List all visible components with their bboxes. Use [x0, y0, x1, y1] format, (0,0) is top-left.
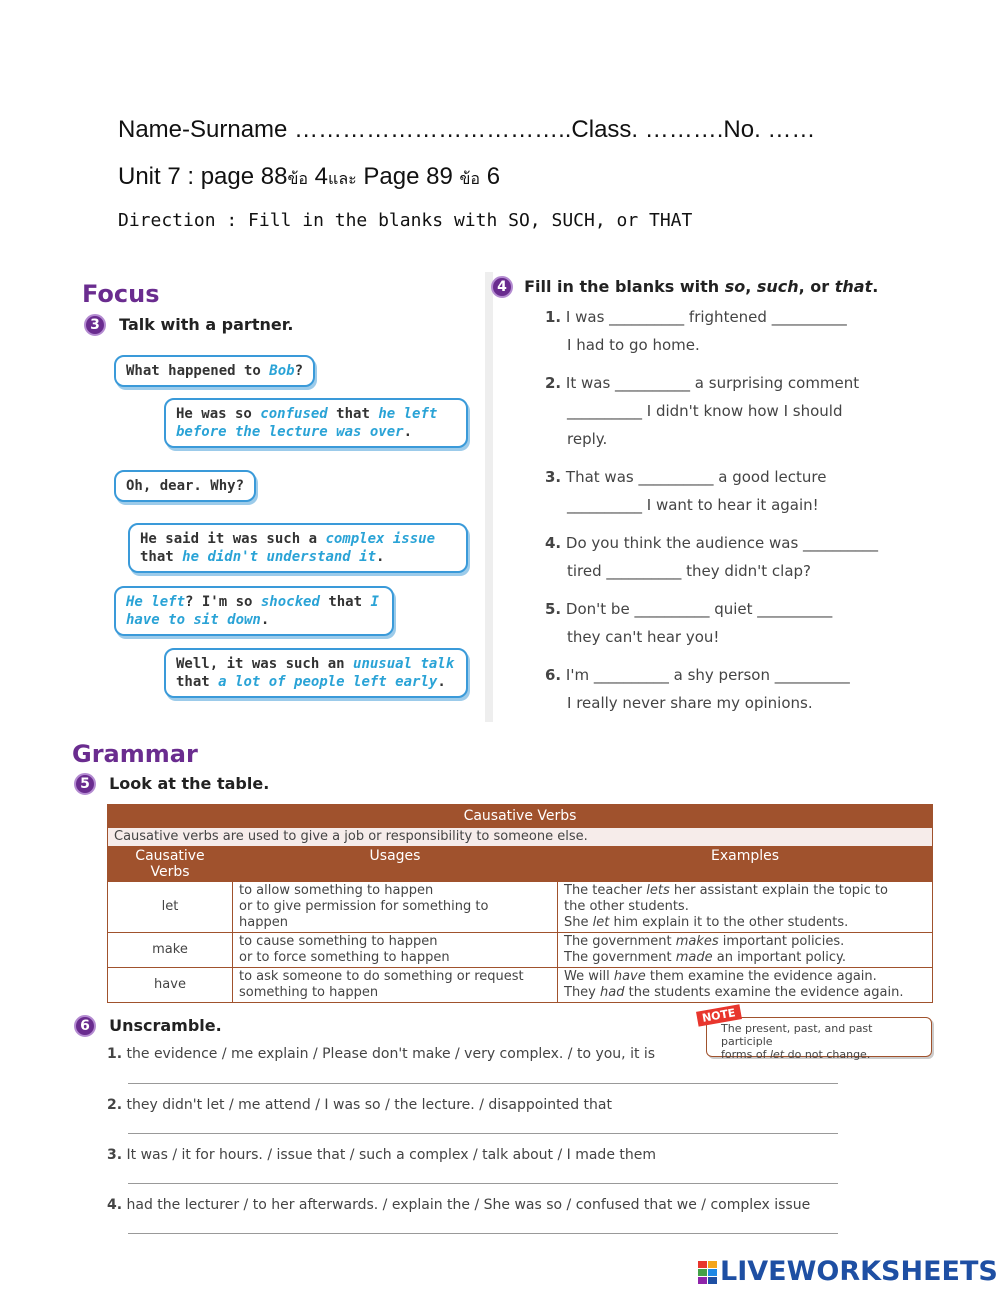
- example-text: him explain it to the other students.: [609, 915, 849, 930]
- heading-text: ,: [745, 277, 757, 296]
- example-text: her assistant explain the topic to: [669, 883, 888, 898]
- answer-line[interactable]: [128, 1133, 838, 1134]
- liveworksheets-logo: [698, 1256, 998, 1287]
- unit-mid: 4: [308, 163, 329, 190]
- speech-bubble: [164, 398, 468, 448]
- speech-bubble: [164, 648, 468, 698]
- answer-line[interactable]: [128, 1233, 838, 1234]
- usage-line: something to happen: [239, 985, 379, 1000]
- usage-line: happen: [239, 915, 288, 930]
- bubble-text: Well, it was such an: [176, 656, 354, 672]
- example-line: [564, 915, 926, 931]
- question-number: 2.: [545, 374, 562, 392]
- speech-bubble: [114, 355, 315, 387]
- item-number: 1.: [107, 1046, 123, 1062]
- bubble-highlight: Bob: [269, 363, 295, 379]
- example-verb: have: [613, 969, 646, 984]
- table-row: [108, 882, 933, 933]
- example-line: [564, 899, 926, 915]
- item-number: 2.: [107, 1097, 123, 1113]
- liveworksheets-icon: [698, 1261, 718, 1285]
- table-header: Causative Verbs: [108, 847, 233, 882]
- table-description: Causative verbs are used to give a job or responsibility to someone else.: [108, 828, 933, 847]
- note-text: The present, past, and past participle: [721, 1022, 873, 1048]
- heading-text: .: [872, 277, 879, 296]
- exercise-6-number: 6: [74, 1015, 96, 1037]
- table-caption: Causative Verbs: [108, 805, 933, 828]
- example-text: them examine the evidence again.: [645, 969, 877, 984]
- table-row: [108, 968, 933, 1003]
- question-2: [545, 369, 965, 453]
- example-verb: lets: [646, 883, 670, 898]
- bubble-highlight: unusual talk: [353, 656, 455, 672]
- bubble-text: ? I'm so: [185, 594, 261, 610]
- answer-line[interactable]: [128, 1083, 838, 1084]
- bubble-highlight: I have to sit down: [126, 594, 379, 628]
- bubble-text: Oh, dear. Why?: [126, 478, 245, 494]
- question-line[interactable]: __________ I want to hear it again!: [567, 496, 819, 514]
- item-number: 3.: [107, 1147, 123, 1163]
- bubble-text: that: [140, 549, 183, 565]
- heading-word-that: that: [834, 277, 873, 296]
- question-number: 5.: [545, 600, 562, 618]
- question-line: reply.: [567, 430, 608, 448]
- example-text: the students examine the evidence again.: [624, 985, 904, 1000]
- heading-text: , or: [798, 277, 835, 296]
- question-1: [545, 303, 965, 359]
- question-line: I had to go home.: [567, 336, 700, 354]
- question-number: 1.: [545, 308, 562, 326]
- bubble-text: .: [403, 424, 413, 440]
- causative-verbs-table: [107, 804, 933, 1003]
- example-text: the other students.: [564, 899, 689, 914]
- bubble-text: that: [176, 674, 219, 690]
- question-line[interactable]: That was __________ a good lecture: [565, 468, 827, 486]
- usage-cell: [233, 968, 558, 1003]
- bubble-highlight: confused: [260, 406, 328, 422]
- heading-text: Fill in the blanks with: [524, 277, 725, 296]
- example-text: The government: [564, 934, 676, 949]
- exercise-5-number: 5: [74, 773, 96, 795]
- example-cell: [558, 882, 933, 933]
- table-row: [108, 933, 933, 968]
- bubble-highlight: he didn't understand it: [182, 549, 377, 565]
- example-cell: [558, 933, 933, 968]
- unscramble-item-1: [107, 1046, 847, 1062]
- answer-line[interactable]: [128, 1183, 838, 1184]
- bubble-highlight: a lot of people left early: [218, 674, 438, 690]
- question-line[interactable]: Don't be __________ quiet __________: [565, 600, 833, 618]
- question-number: 6.: [545, 666, 562, 684]
- verb-cell: make: [108, 933, 233, 968]
- question-line[interactable]: I'm __________ a shy person __________: [565, 666, 850, 684]
- exercise-5-header: [74, 773, 269, 795]
- exercise-4-header: [491, 276, 878, 298]
- item-text: It was / it for hours. / issue that / such a complex / talk about / I made them: [126, 1147, 656, 1163]
- note-tag: NOTE: [696, 1004, 742, 1026]
- unscramble-item-4: [107, 1197, 847, 1213]
- unscramble-item-2: [107, 1097, 847, 1113]
- direction-text: Direction : Fill in the blanks with SO, SUCH, or THAT: [118, 210, 693, 231]
- exercise-6-heading: Unscramble.: [109, 1016, 222, 1035]
- heading-word-so: so: [724, 277, 746, 296]
- question-6: [545, 661, 965, 717]
- bubble-highlight: he left before the lecture was over: [176, 406, 438, 440]
- example-line: [564, 950, 926, 966]
- question-line[interactable]: I was __________ frightened __________: [565, 308, 847, 326]
- bubble-text: He said it was such a: [140, 531, 326, 547]
- note-text: do not change.: [784, 1048, 871, 1061]
- unit-line: [118, 163, 500, 192]
- example-text: She: [564, 915, 593, 930]
- grammar-title: Grammar: [72, 740, 198, 768]
- usage-line: or to force something to happen: [239, 950, 450, 965]
- unit-prefix: Unit 7 : page 88: [118, 163, 288, 190]
- example-text: We will: [564, 969, 614, 984]
- item-number: 4.: [107, 1197, 123, 1213]
- usage-line: to cause something to happen: [239, 934, 438, 949]
- unscramble-item-3: [107, 1147, 847, 1163]
- bubble-highlight: He left: [126, 594, 186, 610]
- logo-text: LIVEWORKSHEETS: [720, 1256, 998, 1287]
- bubble-text: that: [319, 594, 371, 610]
- verb-cell: have: [108, 968, 233, 1003]
- unit-th-3: ข้อ: [459, 171, 481, 188]
- question-3: [545, 463, 965, 519]
- speech-bubble: [128, 523, 468, 573]
- question-line[interactable]: It was __________ a surprising comment: [565, 374, 860, 392]
- bubble-text: that: [327, 406, 379, 422]
- bubble-text: .: [376, 549, 385, 565]
- usage-line: to allow something to happen: [239, 883, 434, 898]
- note-text: forms of: [721, 1048, 770, 1061]
- example-verb: makes: [675, 934, 719, 949]
- example-cell: [558, 968, 933, 1003]
- usage-cell: [233, 882, 558, 933]
- heading-word-such: such: [756, 277, 799, 296]
- example-verb: made: [675, 950, 713, 965]
- note-word-let: let: [769, 1048, 785, 1061]
- example-line: [564, 883, 926, 899]
- table-header: Usages: [233, 847, 558, 882]
- question-line: they can't hear you!: [567, 628, 720, 646]
- bubble-text: .: [437, 674, 446, 690]
- item-text: they didn't let / me attend / I was so / the lecture. / disappointed that: [126, 1097, 612, 1113]
- example-text: an important policy.: [712, 950, 846, 965]
- bubble-highlight: shocked: [260, 594, 320, 610]
- example-text: The government: [564, 950, 676, 965]
- unit-page: Page 89: [356, 163, 460, 190]
- question-number: 3.: [545, 468, 562, 486]
- usage-line: or to give permission for something to: [239, 899, 489, 914]
- item-text: had the lecturer / to her afterwards. / explain the / She was so / confused that we / complex issue: [126, 1197, 811, 1213]
- speech-bubble: [114, 470, 256, 502]
- question-line[interactable]: Do you think the audience was __________: [565, 534, 879, 552]
- question-line[interactable]: __________ I didn't know how I should: [567, 402, 843, 420]
- bubble-text: .: [260, 612, 270, 628]
- example-text: The teacher: [564, 883, 647, 898]
- bubble-text: ?: [294, 363, 304, 379]
- usage-line: to ask someone to do something or request: [239, 969, 524, 984]
- exercise-4-number: 4: [491, 276, 513, 298]
- name-surname-line: Name-Surname ……………………………..Class. ……….No. ……: [118, 116, 816, 143]
- example-verb: let: [592, 915, 610, 930]
- focus-title: Focus: [82, 280, 160, 308]
- example-text: important policies.: [718, 934, 845, 949]
- table-header: Examples: [558, 847, 933, 882]
- question-line: I really never share my opinions.: [567, 694, 813, 712]
- example-line: [564, 969, 926, 985]
- exercise-6-header: [74, 1015, 222, 1037]
- unit-th-2: และ: [328, 171, 357, 188]
- bubble-text: He was so: [176, 406, 261, 422]
- example-verb: had: [600, 985, 625, 1000]
- unit-end: 6: [480, 163, 501, 190]
- example-line: [564, 934, 926, 950]
- exercise-4-heading: [524, 277, 878, 296]
- verb-cell: let: [108, 882, 233, 933]
- question-number: 4.: [545, 534, 562, 552]
- exercise-3-header: [84, 314, 293, 336]
- unit-th-1: ข้อ: [287, 171, 308, 188]
- exercise-3-heading: Talk with a partner.: [119, 315, 294, 334]
- bubble-text: What happened to: [126, 363, 270, 379]
- bubble-highlight: complex issue: [325, 531, 436, 547]
- question-5: [545, 595, 965, 651]
- usage-cell: [233, 933, 558, 968]
- question-line[interactable]: tired __________ they didn't clap?: [567, 562, 812, 580]
- example-text: They: [564, 985, 601, 1000]
- speech-bubble: [114, 586, 394, 636]
- item-text: the evidence / me explain / Please don't make / very complex. / to you, it is: [126, 1046, 656, 1062]
- exercise-3-number: 3: [84, 314, 106, 336]
- exercise-5-heading: Look at the table.: [109, 774, 270, 793]
- question-4: [545, 529, 965, 585]
- example-line: [564, 985, 926, 1001]
